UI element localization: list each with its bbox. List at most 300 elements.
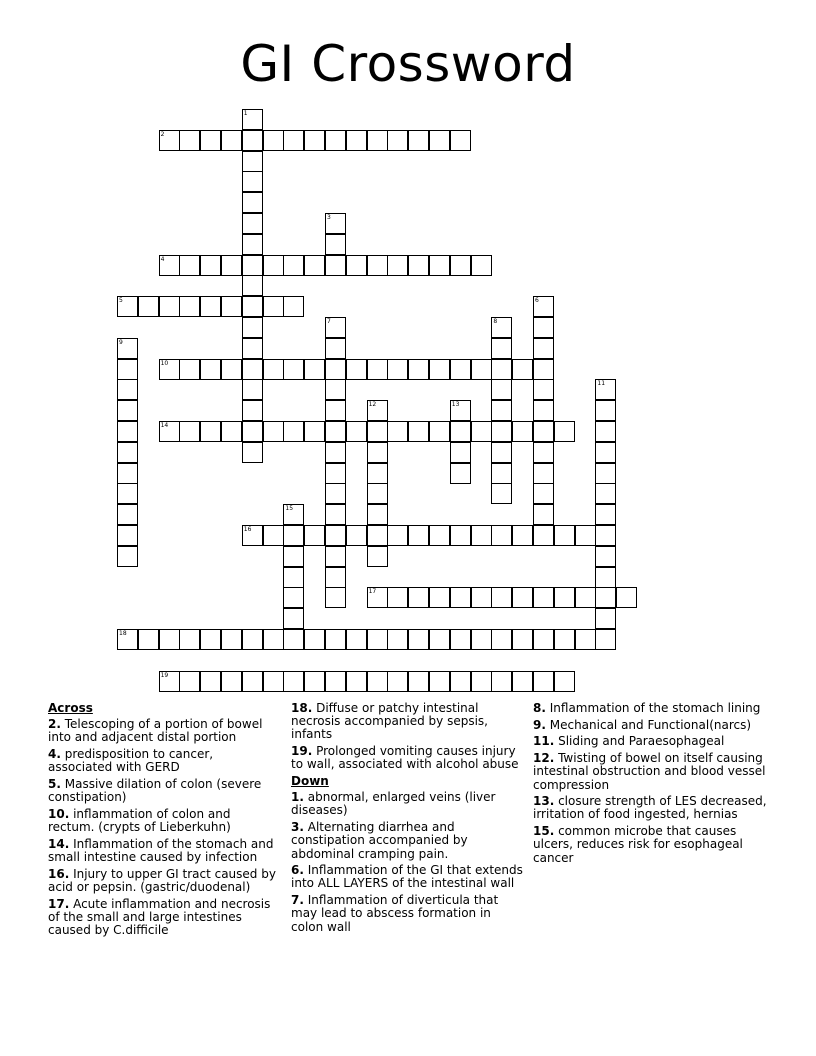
grid-cell[interactable] (117, 525, 138, 546)
grid-cell[interactable] (283, 359, 304, 380)
clue-text: Injury to upper GI tract caused by acid or pepsin. (gastric/duodenal) (48, 866, 276, 894)
grid-cell[interactable] (554, 525, 575, 546)
grid-cell[interactable] (325, 359, 346, 380)
grid-cell[interactable] (429, 130, 450, 151)
clue-number: 2 (160, 130, 165, 138)
down-heading: Down (291, 774, 329, 789)
grid-cell[interactable] (304, 629, 325, 650)
clue-number: 17 (368, 588, 377, 596)
grid-cell[interactable] (304, 255, 325, 276)
grid-cell[interactable] (325, 379, 346, 400)
clue-number: 11. (533, 734, 555, 749)
grid-cell[interactable] (595, 379, 616, 400)
grid-cell[interactable] (387, 671, 408, 692)
grid-cell[interactable] (117, 400, 138, 421)
grid-cell[interactable] (491, 421, 512, 442)
grid-cell[interactable] (283, 608, 304, 629)
grid-cell[interactable] (367, 525, 388, 546)
clue-text: Inflammation of the stomach and small intestine caused by infection (48, 836, 274, 865)
grid-cell[interactable] (304, 421, 325, 442)
grid-cell[interactable] (491, 525, 512, 546)
clue-text: Twisting of bowel on itself causing intestinal obstruction and blood vessel compression (533, 751, 766, 792)
grid-cell[interactable] (575, 587, 596, 608)
grid-cell[interactable] (346, 525, 367, 546)
grid-cell[interactable] (159, 421, 180, 442)
grid-cell[interactable] (325, 130, 346, 151)
grid-cell[interactable] (450, 629, 471, 650)
grid-cell[interactable] (242, 255, 263, 276)
grid-cell[interactable] (346, 359, 367, 380)
grid-cell[interactable] (242, 130, 263, 151)
across-clue (48, 718, 278, 744)
clue-text: common microbe that causes ulcers, reduces risk for esophageal cancer (533, 824, 743, 865)
grid-cell[interactable] (242, 359, 263, 380)
grid-cell[interactable] (221, 130, 242, 151)
grid-cell[interactable] (117, 359, 138, 380)
grid-cell[interactable] (179, 421, 200, 442)
down-clue (291, 791, 523, 817)
grid-cell[interactable] (387, 255, 408, 276)
grid-cell[interactable] (346, 629, 367, 650)
clue-text: predisposition to cancer, associated with GERD (48, 747, 214, 775)
grid-cell[interactable] (387, 587, 408, 608)
grid-cell[interactable] (283, 629, 304, 650)
grid-cell[interactable] (491, 629, 512, 650)
grid-cell[interactable] (283, 567, 304, 588)
grid-cell[interactable] (408, 421, 429, 442)
grid-cell[interactable] (595, 608, 616, 629)
grid-cell[interactable] (304, 671, 325, 692)
grid-cell[interactable] (533, 629, 554, 650)
across-clue (48, 748, 278, 774)
grid-cell[interactable] (221, 421, 242, 442)
grid-cell[interactable] (367, 483, 388, 504)
clue-number: 14. (48, 836, 70, 851)
grid-cell[interactable] (117, 546, 138, 567)
grid-cell[interactable] (575, 525, 596, 546)
grid-cell[interactable] (263, 359, 284, 380)
grid-cell[interactable] (387, 359, 408, 380)
grid-cell[interactable] (595, 567, 616, 588)
down-clue (291, 864, 523, 890)
grid-cell[interactable] (242, 296, 263, 317)
grid-cell[interactable] (242, 109, 263, 130)
grid-cell[interactable] (283, 130, 304, 151)
grid-cell[interactable] (242, 234, 263, 255)
clue-text: Alternating diarrhea and constipation accompanied by abdominal cramping pain. (291, 820, 468, 861)
grid-cell[interactable] (325, 525, 346, 546)
clue-text: Massive dilation of colon (severe constipation) (48, 777, 262, 805)
clue-number: 18. (291, 701, 313, 715)
grid-cell[interactable] (200, 359, 221, 380)
across-clue (48, 808, 278, 834)
grid-cell[interactable] (491, 400, 512, 421)
grid-cell[interactable] (367, 359, 388, 380)
grid-cell[interactable] (263, 421, 284, 442)
grid-cell[interactable] (325, 400, 346, 421)
grid-cell[interactable] (533, 587, 554, 608)
clue-number: 14 (160, 422, 169, 429)
grid-cell[interactable] (283, 587, 304, 608)
clue-number: 19. (291, 744, 313, 759)
grid-cell[interactable] (554, 421, 575, 442)
grid-cell[interactable] (159, 671, 180, 692)
grid-cell[interactable] (429, 525, 450, 546)
grid-cell[interactable] (117, 338, 138, 359)
grid-cell[interactable] (367, 130, 388, 151)
grid-cell[interactable] (471, 629, 492, 650)
grid-cell[interactable] (200, 130, 221, 151)
grid-cell[interactable] (450, 421, 471, 442)
grid-cell[interactable] (263, 255, 284, 276)
clue-number: 13 (451, 401, 460, 409)
grid-cell[interactable] (367, 421, 388, 442)
grid-cell[interactable] (595, 483, 616, 504)
grid-cell[interactable] (595, 400, 616, 421)
grid-cell[interactable] (283, 255, 304, 276)
grid-cell[interactable] (263, 629, 284, 650)
grid-cell[interactable] (408, 629, 429, 650)
grid-cell[interactable] (283, 296, 304, 317)
clue-text: inflammation of colon and rectum. (crypts of Lieberkuhn) (48, 806, 231, 835)
clue-number: 13. (533, 794, 555, 809)
grid-cell[interactable] (533, 442, 554, 463)
grid-cell[interactable] (242, 400, 263, 421)
clue-number: 15 (285, 505, 294, 513)
grid-cell[interactable] (408, 255, 429, 276)
grid-cell[interactable] (367, 442, 388, 463)
grid-cell[interactable] (179, 296, 200, 317)
grid-cell[interactable] (117, 296, 138, 317)
grid-cell[interactable] (595, 546, 616, 567)
clue-number: 5 (119, 297, 123, 305)
grid-cell[interactable] (512, 629, 533, 650)
grid-cell[interactable] (367, 463, 388, 484)
across-heading: Across (48, 701, 93, 715)
grid-cell[interactable] (325, 671, 346, 692)
grid-cell[interactable] (242, 151, 263, 172)
grid-cell[interactable] (325, 442, 346, 463)
grid-cell[interactable] (283, 421, 304, 442)
grid-cell[interactable] (159, 296, 180, 317)
grid-cell[interactable] (450, 442, 471, 463)
grid-cell[interactable] (533, 671, 554, 692)
across-clue (48, 838, 278, 864)
grid-cell[interactable] (367, 587, 388, 608)
grid-cell[interactable] (491, 379, 512, 400)
grid-cell[interactable] (367, 400, 388, 421)
grid-cell[interactable] (283, 525, 304, 546)
grid-cell[interactable] (159, 130, 180, 151)
across-clue (291, 702, 523, 742)
grid-cell[interactable] (595, 442, 616, 463)
clues-column-2 (291, 702, 523, 937)
clue-text: Sliding and Paraesophageal (554, 734, 725, 749)
grid-cell[interactable] (325, 338, 346, 359)
grid-cell[interactable] (325, 234, 346, 255)
grid-cell[interactable] (533, 359, 554, 380)
grid-cell[interactable] (429, 671, 450, 692)
grid-cell[interactable] (533, 379, 554, 400)
down-clue (533, 795, 769, 821)
grid-cell[interactable] (450, 359, 471, 380)
grid-cell[interactable] (533, 400, 554, 421)
grid-cell[interactable] (429, 255, 450, 276)
grid-cell[interactable] (200, 421, 221, 442)
clues-column-3 (533, 702, 769, 868)
grid-cell[interactable] (346, 421, 367, 442)
grid-cell[interactable] (117, 442, 138, 463)
down-clue (533, 719, 769, 732)
grid-cell[interactable] (471, 671, 492, 692)
clue-number: 7. (291, 893, 304, 908)
grid-cell[interactable] (595, 463, 616, 484)
grid-cell[interactable] (242, 171, 263, 192)
grid-cell[interactable] (200, 629, 221, 650)
grid-cell[interactable] (408, 587, 429, 608)
grid-cell[interactable] (575, 629, 596, 650)
clue-number: 1 (243, 110, 248, 117)
grid-cell[interactable] (408, 359, 429, 380)
grid-cell[interactable] (304, 525, 325, 546)
clue-number: 8 (493, 318, 498, 325)
grid-cell[interactable] (242, 379, 263, 400)
grid-cell[interactable] (325, 504, 346, 525)
grid-cell[interactable] (450, 130, 471, 151)
grid-cell[interactable] (159, 359, 180, 380)
grid-cell[interactable] (325, 421, 346, 442)
grid-cell[interactable] (450, 587, 471, 608)
grid-cell[interactable] (471, 255, 492, 276)
grid-cell[interactable] (325, 463, 346, 484)
grid-cell[interactable] (325, 587, 346, 608)
across-clue (48, 778, 278, 804)
grid-cell[interactable] (346, 130, 367, 151)
grid-cell[interactable] (450, 255, 471, 276)
grid-cell[interactable] (491, 463, 512, 484)
clue-number: 10 (160, 359, 169, 367)
grid-cell[interactable] (325, 629, 346, 650)
grid-cell[interactable] (325, 546, 346, 567)
down-clue (533, 825, 769, 865)
grid-cell[interactable] (159, 255, 180, 276)
grid-cell[interactable] (429, 587, 450, 608)
down-clue (291, 894, 523, 934)
grid-cell[interactable] (429, 629, 450, 650)
grid-cell[interactable] (242, 317, 263, 338)
grid-cell[interactable] (387, 421, 408, 442)
grid-cell[interactable] (491, 359, 512, 380)
clue-number: 6 (535, 297, 539, 305)
grid-cell[interactable] (283, 546, 304, 567)
grid-cell[interactable] (242, 671, 263, 692)
grid-cell[interactable] (533, 463, 554, 484)
grid-cell[interactable] (221, 255, 242, 276)
clue-number: 9. (533, 717, 546, 732)
grid-cell[interactable] (304, 130, 325, 151)
grid-cell[interactable] (179, 255, 200, 276)
grid-cell[interactable] (491, 338, 512, 359)
grid-cell[interactable] (408, 525, 429, 546)
clue-number: 1. (291, 790, 304, 805)
grid-cell[interactable] (450, 525, 471, 546)
grid-cell[interactable] (512, 671, 533, 692)
across-clue (48, 868, 278, 894)
grid-cell[interactable] (533, 338, 554, 359)
clue-number: 16. (48, 866, 70, 881)
across-clue (48, 898, 278, 938)
grid-cell[interactable] (242, 442, 263, 463)
grid-cell[interactable] (221, 359, 242, 380)
clue-number: 5. (48, 777, 61, 792)
clue-number: 8. (533, 701, 546, 715)
clue-number: 12 (368, 401, 377, 409)
grid-cell[interactable] (533, 483, 554, 504)
grid-cell[interactable] (242, 629, 263, 650)
grid-cell[interactable] (179, 629, 200, 650)
grid-cell[interactable] (450, 400, 471, 421)
grid-cell[interactable] (325, 255, 346, 276)
grid-cell[interactable] (512, 421, 533, 442)
clue-text: Inflammation of the GI that extends into ALL LAYERS of the intestinal wall (291, 863, 523, 891)
grid-cell[interactable] (450, 671, 471, 692)
grid-cell[interactable] (367, 546, 388, 567)
grid-cell[interactable] (471, 525, 492, 546)
grid-cell[interactable] (408, 671, 429, 692)
grid-cell[interactable] (533, 296, 554, 317)
grid-cell[interactable] (533, 504, 554, 525)
grid-cell[interactable] (387, 629, 408, 650)
grid-cell[interactable] (595, 421, 616, 442)
down-clue (533, 735, 769, 748)
clues-column-1 (48, 702, 278, 941)
grid-cell[interactable] (595, 504, 616, 525)
grid-cell[interactable] (117, 629, 138, 650)
grid-cell[interactable] (200, 296, 221, 317)
grid-cell[interactable] (533, 525, 554, 546)
grid-cell[interactable] (263, 296, 284, 317)
grid-cell[interactable] (491, 671, 512, 692)
clue-text: Acute inflammation and necrosis of the small and large intestines caused by C.difficile (48, 896, 271, 938)
grid-cell[interactable] (138, 629, 159, 650)
grid-cell[interactable] (616, 587, 637, 608)
grid-cell[interactable] (221, 671, 242, 692)
grid-cell[interactable] (491, 317, 512, 338)
grid-cell[interactable] (325, 567, 346, 588)
grid-cell[interactable] (471, 359, 492, 380)
grid-cell[interactable] (554, 671, 575, 692)
grid-cell[interactable] (471, 421, 492, 442)
grid-cell[interactable] (242, 338, 263, 359)
clue-text: closure strength of LES decreased, irritation of food ingested, hernias (533, 794, 767, 822)
grid-cell[interactable] (263, 671, 284, 692)
grid-cell[interactable] (367, 504, 388, 525)
grid-cell[interactable] (595, 587, 616, 608)
down-clue (533, 702, 769, 715)
grid-cell[interactable] (263, 525, 284, 546)
grid-cell[interactable] (242, 192, 263, 213)
grid-cell[interactable] (117, 504, 138, 525)
grid-cell[interactable] (242, 275, 263, 296)
grid-cell[interactable] (117, 463, 138, 484)
grid-cell[interactable] (408, 130, 429, 151)
grid-cell[interactable] (242, 421, 263, 442)
grid-cell[interactable] (387, 525, 408, 546)
grid-cell[interactable] (179, 359, 200, 380)
grid-cell[interactable] (200, 255, 221, 276)
grid-cell[interactable] (491, 442, 512, 463)
grid-cell[interactable] (533, 317, 554, 338)
down-clue (291, 821, 523, 861)
grid-cell[interactable] (491, 587, 512, 608)
grid-cell[interactable] (325, 317, 346, 338)
grid-cell[interactable] (471, 587, 492, 608)
grid-cell[interactable] (242, 213, 263, 234)
clue-number: 19 (160, 671, 169, 679)
clue-number: 3 (327, 214, 331, 221)
grid-cell[interactable] (595, 629, 616, 650)
clue-number: 7 (327, 318, 331, 325)
clue-text: Mechanical and Functional(narcs) (545, 717, 752, 732)
clue-number: 9 (119, 338, 123, 346)
grid-cell[interactable] (595, 525, 616, 546)
clue-number: 11 (597, 380, 606, 388)
grid-cell[interactable] (221, 296, 242, 317)
grid-cell[interactable] (200, 671, 221, 692)
grid-cell[interactable] (117, 421, 138, 442)
clue-number: 4 (160, 255, 165, 263)
grid-cell[interactable] (512, 587, 533, 608)
grid-cell[interactable] (179, 130, 200, 151)
clue-number: 18 (119, 630, 127, 637)
clue-number: 4. (48, 747, 61, 762)
grid-cell[interactable] (367, 255, 388, 276)
grid-cell[interactable] (159, 629, 180, 650)
grid-cell[interactable] (367, 629, 388, 650)
grid-cell[interactable] (512, 525, 533, 546)
grid-cell[interactable] (283, 671, 304, 692)
grid-cell[interactable] (554, 629, 575, 650)
grid-cell[interactable] (387, 130, 408, 151)
clue-text: Telescoping of a portion of bowel into and adjacent distal portion (48, 717, 263, 745)
grid-cell[interactable] (512, 359, 533, 380)
clue-text: Inflammation of diverticula that may lead to abscess formation in colon wall (291, 893, 499, 934)
grid-cell[interactable] (138, 296, 159, 317)
grid-cell[interactable] (325, 483, 346, 504)
grid-cell[interactable] (242, 525, 263, 546)
clue-number: 12. (533, 751, 555, 766)
grid-cell[interactable] (346, 255, 367, 276)
clue-number: 16 (243, 526, 252, 533)
grid-cell[interactable] (554, 587, 575, 608)
grid-cell[interactable] (263, 130, 284, 151)
grid-cell[interactable] (450, 463, 471, 484)
grid-cell[interactable] (221, 629, 242, 650)
grid-cell[interactable] (179, 671, 200, 692)
grid-cell[interactable] (325, 213, 346, 234)
grid-cell[interactable] (533, 421, 554, 442)
grid-cell[interactable] (117, 483, 138, 504)
grid-cell[interactable] (117, 379, 138, 400)
grid-cell[interactable] (367, 671, 388, 692)
grid-cell[interactable] (346, 671, 367, 692)
grid-cell[interactable] (429, 421, 450, 442)
grid-cell[interactable] (283, 504, 304, 525)
grid-cell[interactable] (491, 483, 512, 504)
grid-cell[interactable] (304, 359, 325, 380)
grid-cell[interactable] (429, 359, 450, 380)
clue-number: 6. (291, 863, 304, 878)
